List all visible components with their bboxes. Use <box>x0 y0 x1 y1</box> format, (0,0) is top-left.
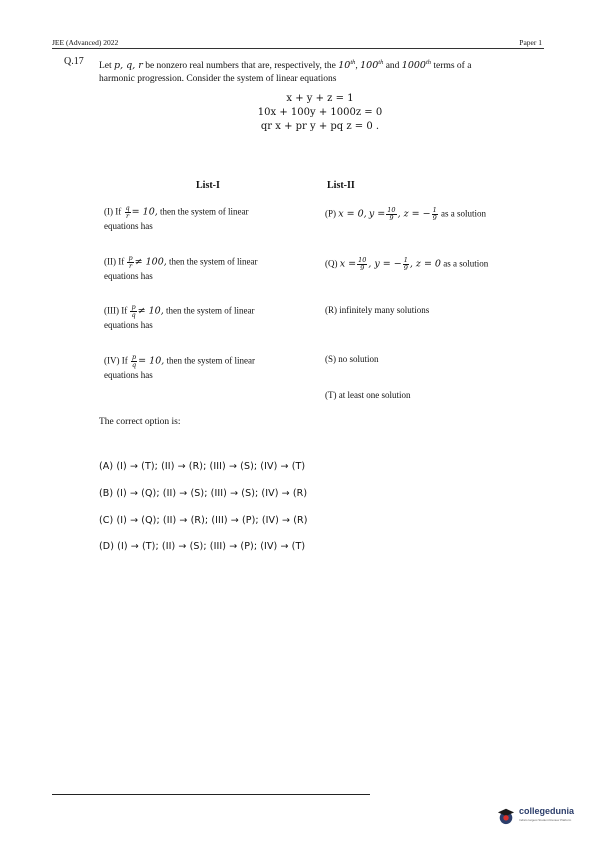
fraction: $\frac{1}{9}$ <box>403 256 408 272</box>
logo-tagline: India's largest Student Review Platform <box>519 818 572 822</box>
collegedunia-logo <box>497 803 575 829</box>
header-divider <box>52 48 544 49</box>
logo-wordmark: collegedunia <box>519 806 575 816</box>
equation-1: x + y + z = 1 <box>286 93 354 104</box>
correct-option-label: The correct option is: <box>99 417 181 427</box>
fraction: $\frac{10}{9}$ <box>387 206 396 222</box>
fraction: $\frac{10}{9}$ <box>358 256 367 272</box>
fraction: $\frac{p}{q}$ <box>131 303 136 319</box>
graduation-cap-icon <box>497 807 515 825</box>
option-d: (D) (I) → (T); (II) → (S); (III) → (P); (IV) → (T) <box>99 541 306 552</box>
equation-3: qr x + pr y + pq z = 0 . <box>260 121 380 132</box>
list1-item-I: (I) If $\frac{q}{r}$ = 10, then the system of linear equations has <box>104 204 249 231</box>
list2-item-R: (R) infinitely many solutions <box>325 305 430 315</box>
list-1-title: List-I <box>196 180 220 191</box>
list2-item-T: (T) at least one solution <box>325 390 411 400</box>
fraction: $\frac{p}{r}$ <box>128 254 133 270</box>
list1-item-II: (II) If $\frac{p}{r}$ ≠ 100, then the system of linear equations has <box>104 254 258 281</box>
exam-name: JEE (Advanced) 2022 <box>52 38 119 47</box>
fraction: $\frac{q}{r}$ <box>125 204 130 220</box>
option-b: (B) (I) → (Q); (II) → (S); (III) → (S); (IV) → (R) <box>99 488 308 499</box>
question-number: Q.17 <box>64 56 84 67</box>
fraction: $\frac{p}{q}$ <box>132 353 137 369</box>
paper-label: Paper 1 <box>519 38 542 47</box>
list2-item-Q: (Q) x = $\frac{10}{9}$ , y = − $\frac{1}{9}$ , z = 0 as a solution <box>325 256 489 272</box>
footer-divider <box>52 794 370 795</box>
list2-item-P: (P) x = 0, y = $\frac{10}{9}$ , z = − $\frac{1}{9}$ as a solution <box>325 206 486 222</box>
question-text: Let p, q, r be nonzero real numbers that are, respectively, the 10th, 100th and 1000th terms of a harmonic progression. Consider the system of linear equations <box>99 59 472 85</box>
option-a: (A) (I) → (T); (II) → (R); (III) → (S); (IV) → (T) <box>99 461 306 472</box>
list-2-title: List-II <box>327 180 355 191</box>
list2-item-S: (S) no solution <box>325 354 379 364</box>
option-c: (C) (I) → (Q); (II) → (R); (III) → (P); (IV) → (R) <box>99 515 308 526</box>
fraction: $\frac{1}{9}$ <box>432 206 437 222</box>
equation-2: 10x + 100y + 1000z = 0 <box>257 107 383 118</box>
list1-item-IV: (IV) If $\frac{p}{q}$ = 10, then the system of linear equations has <box>104 353 255 380</box>
list1-item-III: (III) If $\frac{p}{q}$ ≠ 10, then the system of linear equations has <box>104 303 255 330</box>
